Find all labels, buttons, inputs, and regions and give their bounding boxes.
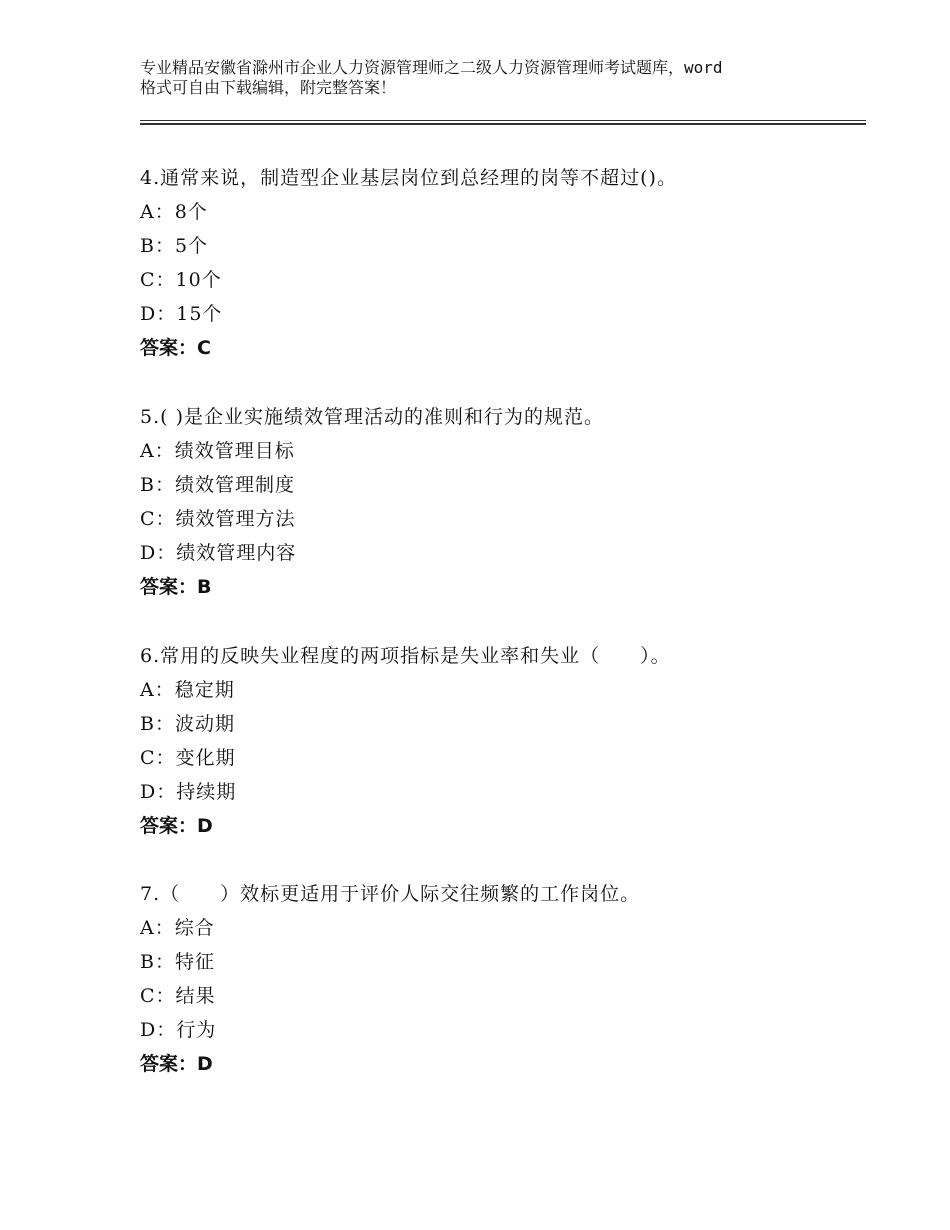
option-a: A：8个 xyxy=(140,201,208,223)
question-6 xyxy=(140,639,860,843)
answer-label: 答案：D xyxy=(140,815,213,837)
option-c: C：10个 xyxy=(140,269,222,291)
option-c: C：变化期 xyxy=(140,747,236,769)
question-stem: 5.( )是企业实施绩效管理活动的准则和行为的规范。 xyxy=(140,406,604,428)
option-a: A：稳定期 xyxy=(140,679,235,701)
question-4 xyxy=(140,161,860,365)
option-b: B：特征 xyxy=(140,951,215,973)
option-b: B：5个 xyxy=(140,235,209,257)
question-stem: 4.通常来说，制造型企业基层岗位到总经理的岗等不超过()。 xyxy=(140,167,677,189)
question-stem: 7.（ ）效标更适用于评价人际交往频繁的工作岗位。 xyxy=(140,883,641,905)
question-stem: 6.常用的反映失业程度的两项指标是失业率和失业（ ）。 xyxy=(140,645,671,667)
header-divider-thin xyxy=(140,120,866,121)
answer-label: 答案：D xyxy=(140,1053,213,1075)
header-line-2: 格式可自由下载编辑，附完整答案！ xyxy=(140,78,397,97)
option-d: D：绩效管理内容 xyxy=(140,542,297,564)
header-line-1: 专业精品安徽省滁州市企业人力资源管理师之二级人力资源管理师考试题库，word xyxy=(140,58,723,77)
answer-label: 答案：B xyxy=(140,576,212,598)
option-c: C：绩效管理方法 xyxy=(140,508,296,530)
option-d: D：15个 xyxy=(140,303,223,325)
option-b: B：波动期 xyxy=(140,713,235,735)
option-b: B：绩效管理制度 xyxy=(140,474,295,496)
question-5 xyxy=(140,400,860,604)
answer-label: 答案：C xyxy=(140,337,211,359)
option-a: A：综合 xyxy=(140,917,215,939)
document-header xyxy=(140,58,860,98)
header-divider-thick xyxy=(140,123,866,125)
question-7 xyxy=(140,877,860,1081)
option-a: A：绩效管理目标 xyxy=(140,440,295,462)
option-c: C：结果 xyxy=(140,985,216,1007)
option-d: D：持续期 xyxy=(140,781,237,803)
option-d: D：行为 xyxy=(140,1019,217,1041)
